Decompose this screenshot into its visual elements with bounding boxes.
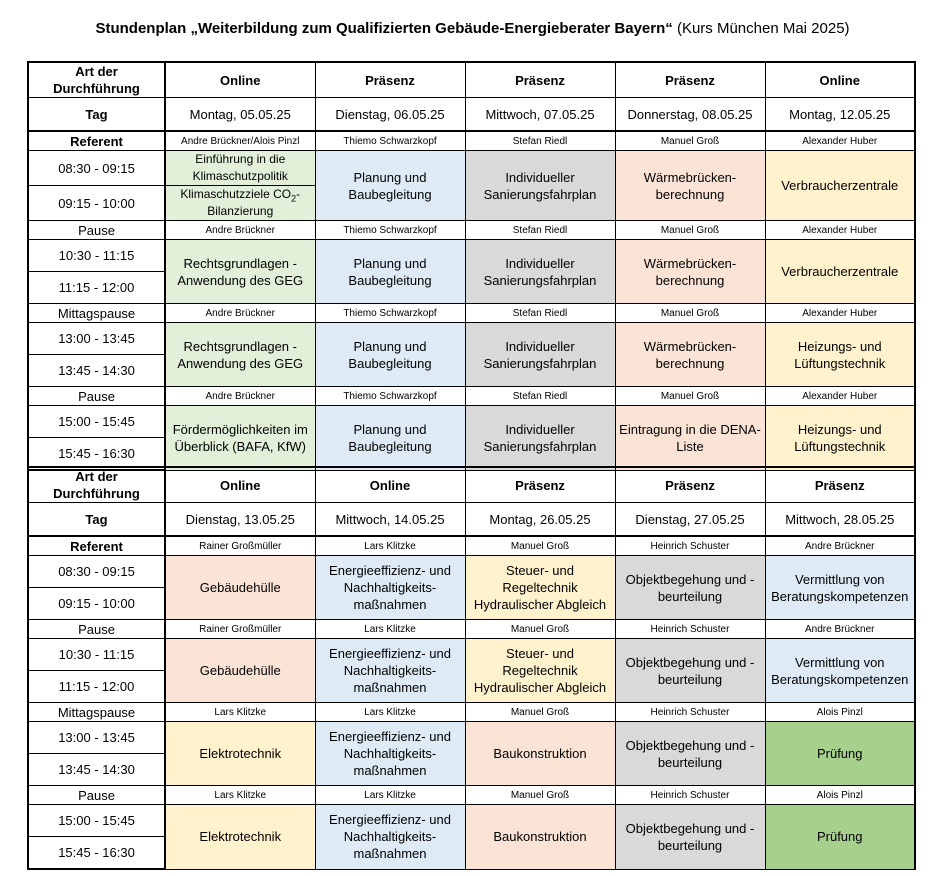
day-cell: Mittwoch, 07.05.25 [465,98,615,132]
session-cell: Energieeffizienz- und Nachhaltigkeits-maßnahmen [315,722,465,786]
session-cell: Planung und Baubegleitung [315,240,465,304]
referent-cell: Manuel Groß [615,387,765,406]
referent-cell: Thiemo Schwarzkopf [315,221,465,240]
referent-cell: Thiemo Schwarzkopf [315,304,465,323]
table-row [28,703,915,722]
art-cell: Präsenz [615,62,765,98]
table-row [28,323,915,355]
session-cell: Steuer- und Regeltechnik Hydraulischer Abgleich [465,556,615,620]
session-cell: Objektbegehung und -beurteilung [615,722,765,786]
session-cell: Rechtsgrundlagen - Anwendung des GEG [165,240,315,304]
row-label-referent: Referent [28,131,165,151]
referent-cell: Alexander Huber [765,387,915,406]
referent-cell: Manuel Groß [615,221,765,240]
time-cell: 13:45 - 14:30 [28,754,165,786]
session-cell: Heizungs- und Lüftungstechnik [765,323,915,387]
row-label-pause: Pause [28,387,165,406]
art-cell: Online [765,62,915,98]
referent-cell: Lars Klitzke [315,786,465,805]
day-cell: Dienstag, 13.05.25 [165,503,315,537]
session-cell: Heizungs- und Lüftungstechnik [765,406,915,471]
referent-cell: Andre Brückner [165,304,315,323]
table-row [28,304,915,323]
time-cell: 15:45 - 16:30 [28,438,165,471]
row-label-pause: Pause [28,786,165,805]
art-cell: Präsenz [465,467,615,503]
session-cell: Steuer- und Regeltechnik Hydraulischer Abgleich [465,639,615,703]
referent-cell: Manuel Groß [465,786,615,805]
row-label-referent: Referent [28,536,165,556]
referent-cell: Lars Klitzke [315,703,465,722]
session-cell: Individueller Sanierungsfahrplan [465,323,615,387]
session-cell: Eintragung in die DENA-Liste [615,406,765,471]
page-title [0,20,945,37]
referent-cell: Heinrich Schuster [615,536,765,556]
session-cell: Individueller Sanierungsfahrplan [465,240,615,304]
table-row [28,503,915,537]
referent-cell: Andre Brückner [165,221,315,240]
session-cell: Rechtsgrundlagen - Anwendung des GEG [165,323,315,387]
referent-cell: Heinrich Schuster [615,620,765,639]
schedule-table-week1 [27,61,916,471]
day-cell: Donnerstag, 08.05.25 [615,98,765,132]
day-cell: Mittwoch, 14.05.25 [315,503,465,537]
time-cell: 13:00 - 13:45 [28,323,165,355]
schedule-table-week2 [27,466,916,870]
table-row [28,62,915,98]
table-row [28,639,915,671]
row-label-tag: Tag [28,98,165,132]
session-cell: Klimaschutzziele $CO_2$-Bilanzierung [165,186,315,221]
referent-cell: Thiemo Schwarzkopf [315,131,465,151]
art-cell: Online [165,62,315,98]
day-cell: Dienstag, 27.05.25 [615,503,765,537]
session-cell: Individueller Sanierungsfahrplan [465,151,615,221]
session-cell: Baukonstruktion [465,805,615,870]
session-cell: Planung und Baubegleitung [315,323,465,387]
referent-cell: Alois Pinzl [765,786,915,805]
referent-cell: Alexander Huber [765,221,915,240]
row-label-pause: Pause [28,221,165,240]
referent-cell: Heinrich Schuster [615,786,765,805]
referent-cell: Manuel Groß [465,536,615,556]
referent-cell: Manuel Groß [615,304,765,323]
table-row [28,467,915,503]
art-cell: Präsenz [615,467,765,503]
session-cell: Baukonstruktion [465,722,615,786]
session-cell: Gebäudehülle [165,639,315,703]
time-cell: 11:15 - 12:00 [28,671,165,703]
referent-cell: Rainer Großmüller [165,620,315,639]
referent-cell: Andre Brückner/Alois Pinzl [165,131,315,151]
referent-cell: Andre Brückner [765,620,915,639]
session-cell: Fördermöglichkeiten im Überblick (BAFA, KfW) [165,406,315,471]
session-cell: Wärmebrücken-berechnung [615,151,765,221]
referent-cell: Lars Klitzke [315,620,465,639]
day-cell: Montag, 26.05.25 [465,503,615,537]
referent-cell: Heinrich Schuster [615,703,765,722]
title-main: Stundenplan „Weiterbildung zum Qualifizierten Gebäude-Energieberater Bayern“ [95,20,673,37]
row-label-art: Art der Durchführung [28,62,165,98]
referent-cell: Rainer Großmüller [165,536,315,556]
time-cell: 15:00 - 15:45 [28,406,165,438]
session-cell: Verbraucherzentrale [765,240,915,304]
session-cell: Elektrotechnik [165,805,315,870]
table-row [28,722,915,754]
session-cell: Individueller Sanierungsfahrplan [465,406,615,471]
day-cell: Montag, 12.05.25 [765,98,915,132]
table-row [28,620,915,639]
referent-cell: Alexander Huber [765,304,915,323]
session-cell: Einführung in die Klimaschutzpolitik [165,151,315,186]
session-cell: Objektbegehung und -beurteilung [615,805,765,870]
referent-cell: Alois Pinzl [765,703,915,722]
referent-cell: Alexander Huber [765,131,915,151]
referent-cell: Stefan Riedl [465,221,615,240]
referent-cell: Manuel Groß [465,620,615,639]
table-row [28,556,915,588]
table-row [28,536,915,556]
session-cell: Vermittlung von Beratungskompetenzen [765,556,915,620]
table-row [28,98,915,132]
title-course: (Kurs München Mai 2025) [672,20,850,37]
art-cell: Präsenz [765,467,915,503]
time-cell: 13:45 - 14:30 [28,355,165,387]
session-cell: Energieeffizienz- und Nachhaltigkeits-maßnahmen [315,639,465,703]
referent-cell: Thiemo Schwarzkopf [315,387,465,406]
table-row [28,151,915,186]
referent-cell: Lars Klitzke [165,786,315,805]
table-row [28,240,915,272]
time-cell: 13:00 - 13:45 [28,722,165,754]
table-row [28,805,915,837]
session-cell: Wärmebrücken-berechnung [615,323,765,387]
time-cell: 08:30 - 09:15 [28,151,165,186]
session-cell: Planung und Baubegleitung [315,151,465,221]
table-row [28,221,915,240]
day-cell: Mittwoch, 28.05.25 [765,503,915,537]
session-cell: Gebäudehülle [165,556,315,620]
referent-cell: Lars Klitzke [315,536,465,556]
row-label-tag: Tag [28,503,165,537]
session-cell: Verbraucherzentrale [765,151,915,221]
time-cell: 10:30 - 11:15 [28,240,165,272]
referent-cell: Manuel Groß [615,131,765,151]
row-label-art: Art der Durchführung [28,467,165,503]
session-cell: Energieeffizienz- und Nachhaltigkeits-maßnahmen [315,556,465,620]
referent-cell: Stefan Riedl [465,131,615,151]
referent-cell: Lars Klitzke [165,703,315,722]
referent-cell: Stefan Riedl [465,387,615,406]
session-cell: Prüfung [765,805,915,870]
time-cell: 11:15 - 12:00 [28,272,165,304]
time-cell: 09:15 - 10:00 [28,588,165,620]
table-row [28,406,915,438]
row-label-mittagspause: Mittagspause [28,703,165,722]
session-cell: Elektrotechnik [165,722,315,786]
referent-cell: Andre Brückner [165,387,315,406]
table-row [28,387,915,406]
row-label-pause: Pause [28,620,165,639]
row-label-mittagspause: Mittagspause [28,304,165,323]
table-row [28,131,915,151]
art-cell: Präsenz [315,62,465,98]
day-cell: Dienstag, 06.05.25 [315,98,465,132]
time-cell: 10:30 - 11:15 [28,639,165,671]
day-cell: Montag, 05.05.25 [165,98,315,132]
referent-cell: Andre Brückner [765,536,915,556]
session-cell: Vermittlung von Beratungskompetenzen [765,639,915,703]
time-cell: 08:30 - 09:15 [28,556,165,588]
table-row [28,786,915,805]
session-cell: Planung und Baubegleitung [315,406,465,471]
art-cell: Präsenz [465,62,615,98]
art-cell: Online [165,467,315,503]
time-cell: 15:45 - 16:30 [28,837,165,870]
time-cell: 09:15 - 10:00 [28,186,165,221]
art-cell: Online [315,467,465,503]
referent-cell: Stefan Riedl [465,304,615,323]
time-cell: 15:00 - 15:45 [28,805,165,837]
session-cell: Prüfung [765,722,915,786]
referent-cell: Manuel Groß [465,703,615,722]
session-cell: Objektbegehung und -beurteilung [615,556,765,620]
session-cell: Objektbegehung und -beurteilung [615,639,765,703]
session-cell: Energieeffizienz- und Nachhaltigkeits-maßnahmen [315,805,465,870]
session-cell: Wärmebrücken-berechnung [615,240,765,304]
